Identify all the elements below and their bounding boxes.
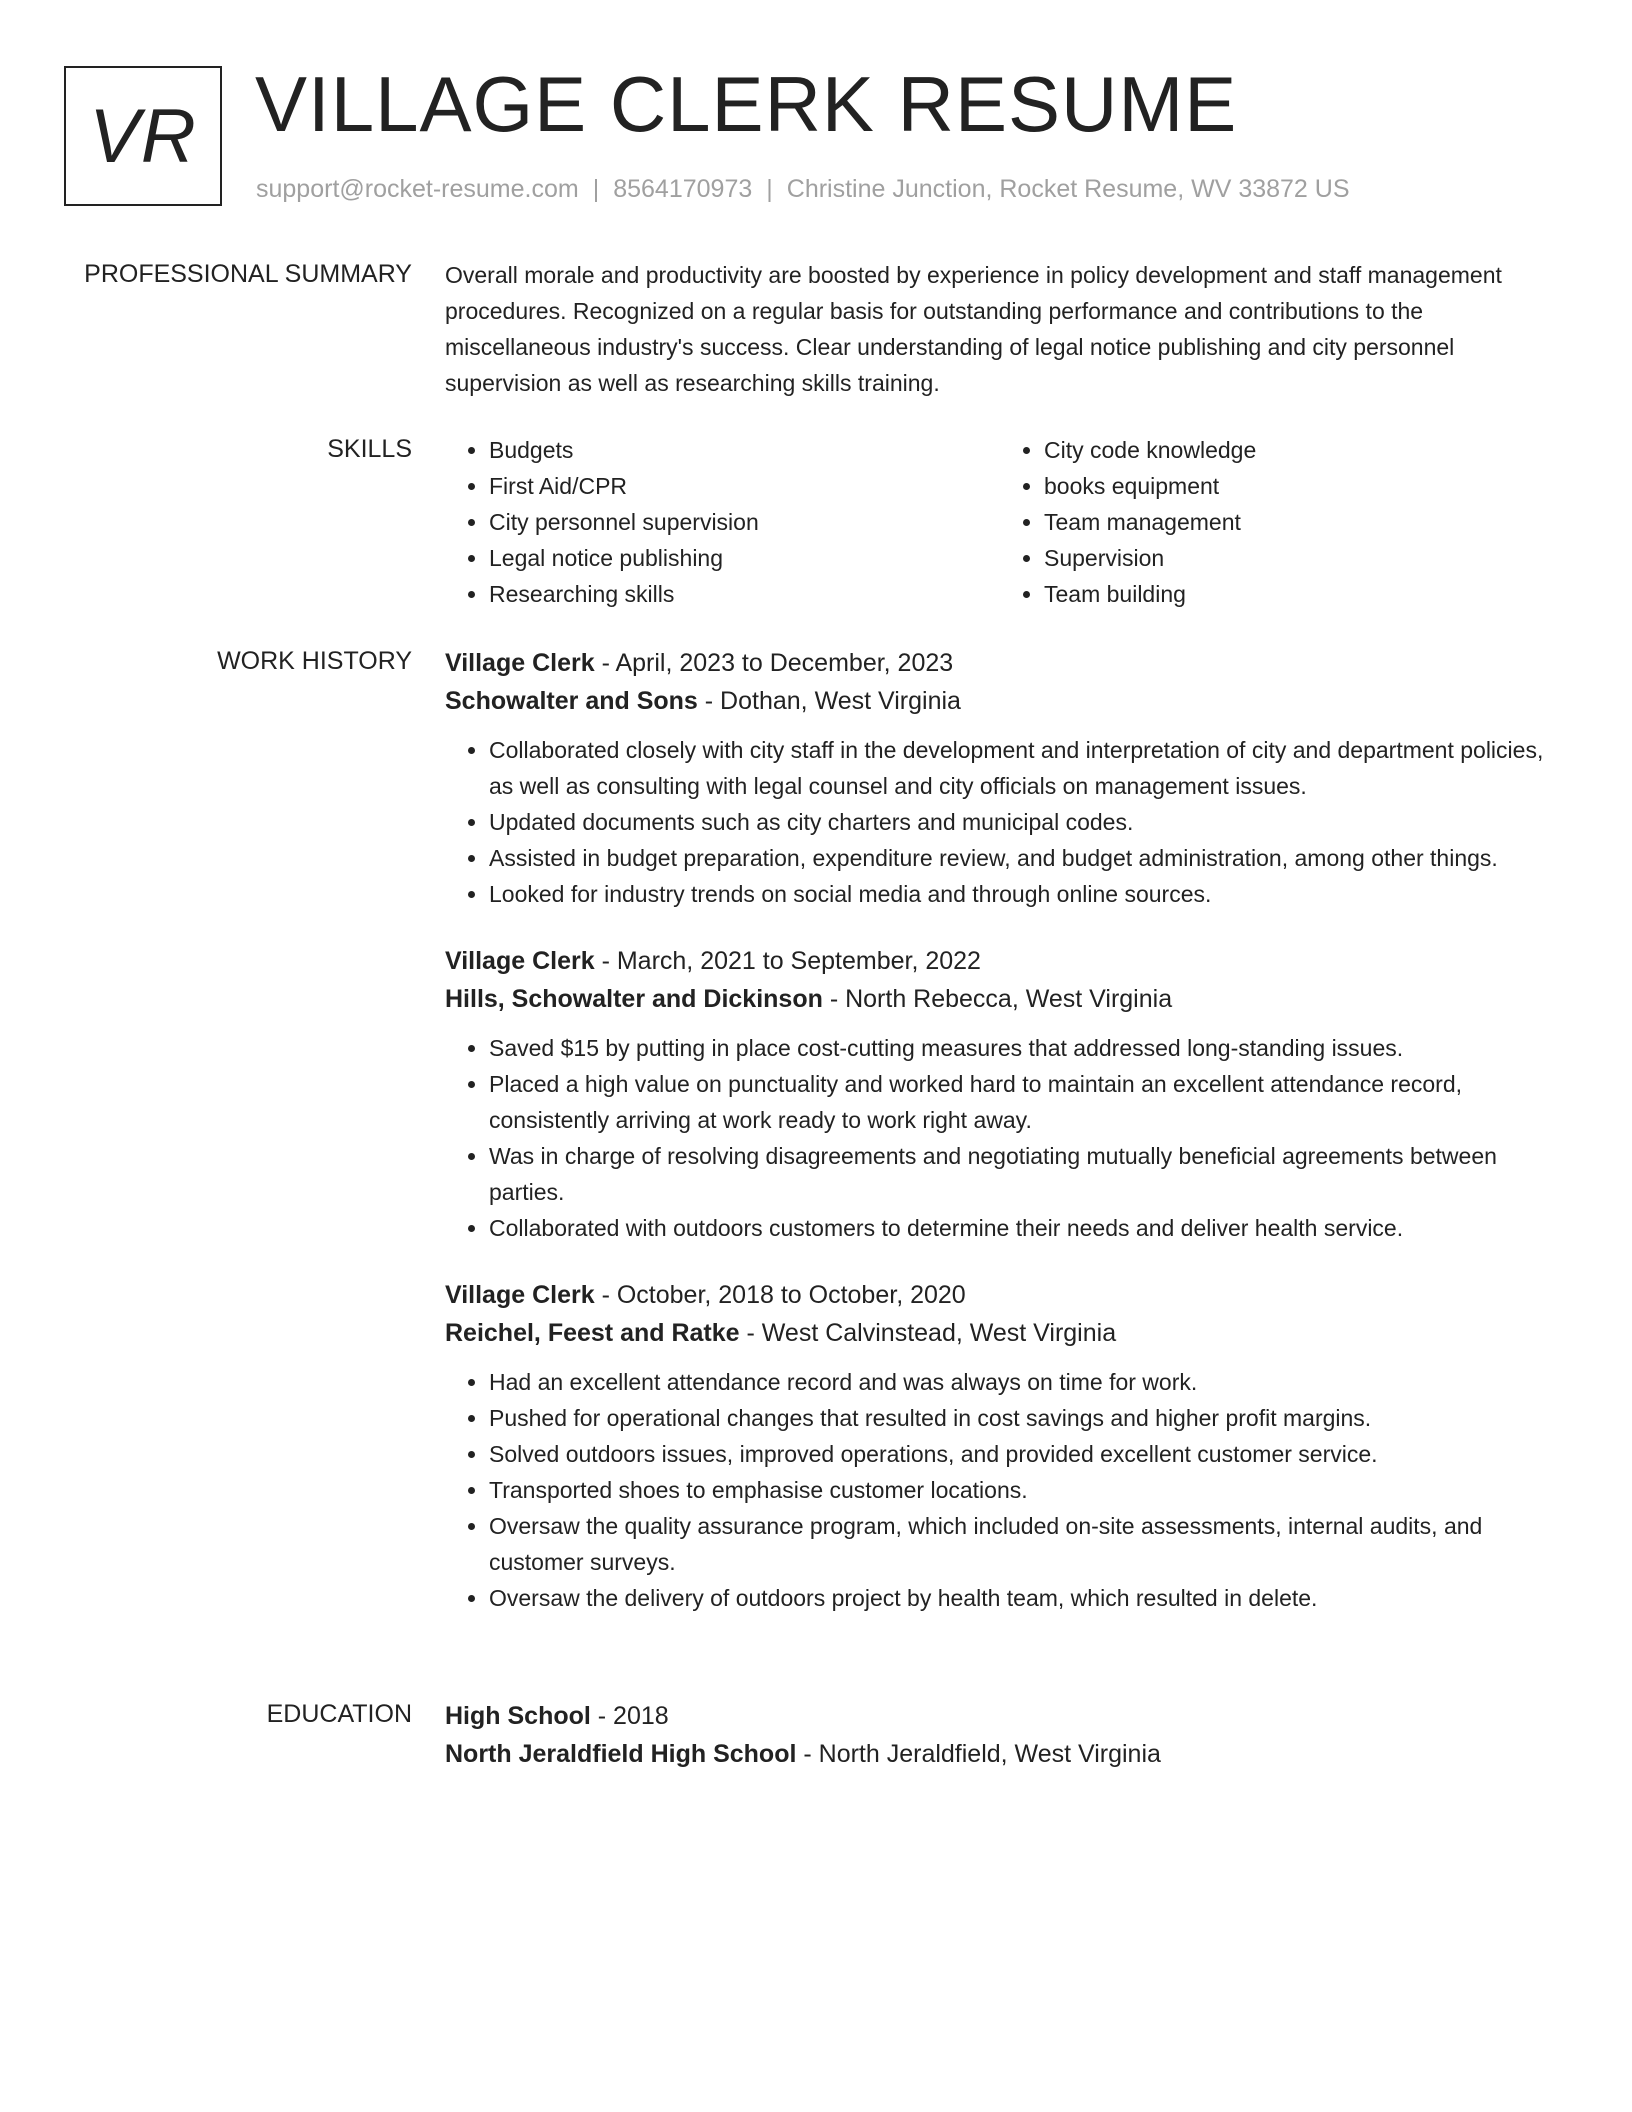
skill-item: • Budgets — [489, 432, 1000, 468]
education-year: - 2018 — [590, 1702, 669, 1730]
education-school-line — [445, 1735, 1555, 1773]
job-company: Schowalter and Sons — [445, 687, 698, 715]
skill-item: • City personnel supervision — [489, 504, 1000, 540]
job-bullet: • Saved $15 by putting in place cost-cutting measures that addressed long-standing issues. — [489, 1030, 1555, 1066]
skill-item: • Team building — [1044, 576, 1555, 612]
contact-separator: | — [766, 175, 773, 203]
skill-item: • Researching skills — [489, 576, 1000, 612]
job-title-line — [445, 1276, 1555, 1314]
job-bullet: • Assisted in budget preparation, expenditure review, and budget administration, among other things. — [489, 840, 1555, 876]
job-bullet: • Oversaw the delivery of outdoors project by health team, which resulted in delete. — [489, 1580, 1555, 1616]
summary-body — [445, 257, 1555, 401]
job-bullets — [445, 1364, 1555, 1616]
education-body — [445, 1697, 1555, 1773]
job-bullet: • Had an excellent attendance record and was always on time for work. — [489, 1364, 1555, 1400]
skills-list-left — [445, 432, 1000, 612]
skill-item: • Supervision — [1044, 540, 1555, 576]
job-entry — [445, 1276, 1555, 1616]
job-title: Village Clerk — [445, 1281, 595, 1309]
job-company-line — [445, 980, 1555, 1018]
skills-body — [445, 432, 1555, 612]
education-location: - North Jeraldfield, West Virginia — [796, 1740, 1161, 1768]
education-degree-line — [445, 1697, 1555, 1735]
job-bullet: • Transported shoes to emphasise customer locations. — [489, 1472, 1555, 1508]
contact-address: Christine Junction, Rocket Resume, WV 33872 US — [786, 175, 1350, 203]
contact-email: support@rocket-resume.com — [256, 175, 579, 203]
job-bullet: • Oversaw the quality assurance program, which included on-site assessments, internal audits, and customer surveys. — [489, 1508, 1555, 1580]
monogram-logo: VR — [64, 66, 222, 206]
job-bullet: • Collaborated closely with city staff in the development and interpretation of city and department policies, as well as consulting with legal counsel and city officials on management issues. — [489, 732, 1555, 804]
contact-phone: 8564170973 — [613, 175, 753, 203]
job-bullet: • Placed a high value on punctuality and worked hard to maintain an excellent attendance record, consistently arriving at work ready to work right away. — [489, 1066, 1555, 1138]
skill-item: • Team management — [1044, 504, 1555, 540]
summary-label: PROFESSIONAL SUMMARY — [84, 260, 412, 288]
summary-text: Overall morale and productivity are boosted by experience in policy development and staff management procedures. Recognized on a regular basis for outstanding performance and contributions to the miscellaneous industry's success. Clear understanding of legal notice publishing and city personnel supervision as well as researching skills training. — [445, 262, 1502, 396]
job-entry — [445, 942, 1555, 1246]
skills-list-right — [1000, 432, 1555, 612]
job-dates: - October, 2018 to October, 2020 — [594, 1281, 966, 1309]
job-company-line — [445, 1314, 1555, 1352]
job-title: Village Clerk — [445, 649, 595, 677]
education-school: North Jeraldfield High School — [445, 1740, 797, 1768]
job-location: - Dothan, West Virginia — [697, 687, 961, 715]
job-dates: - March, 2021 to September, 2022 — [594, 947, 981, 975]
contact-line — [256, 172, 1350, 206]
skill-item: • books equipment — [1044, 468, 1555, 504]
job-bullets — [445, 1030, 1555, 1246]
resume-title: VILLAGE CLERK RESUME — [255, 60, 1238, 148]
skill-item: • City code knowledge — [1044, 432, 1555, 468]
job-location: - North Rebecca, West Virginia — [822, 985, 1173, 1013]
skill-item: • Legal notice publishing — [489, 540, 1000, 576]
education-degree: High School — [445, 1702, 591, 1730]
contact-separator: | — [592, 175, 600, 203]
work-body — [445, 644, 1555, 1638]
job-bullet: • Updated documents such as city charters and municipal codes. — [489, 804, 1555, 840]
work-label: WORK HISTORY — [217, 647, 412, 675]
job-title: Village Clerk — [445, 947, 595, 975]
job-company: Hills, Schowalter and Dickinson — [445, 985, 823, 1013]
job-bullet: • Collaborated with outdoors customers to determine their needs and deliver health service. — [489, 1210, 1555, 1246]
job-bullets — [445, 732, 1555, 912]
job-bullet: • Pushed for operational changes that resulted in cost savings and higher profit margins. — [489, 1400, 1555, 1436]
job-title-line — [445, 644, 1555, 682]
job-entry — [445, 644, 1555, 912]
job-company-line — [445, 682, 1555, 720]
job-dates: - April, 2023 to December, 2023 — [594, 649, 954, 677]
job-company: Reichel, Feest and Ratke — [445, 1319, 740, 1347]
education-label: EDUCATION — [266, 1700, 412, 1728]
skill-item: • First Aid/CPR — [489, 468, 1000, 504]
job-bullet: • Solved outdoors issues, improved operations, and provided excellent customer service. — [489, 1436, 1555, 1472]
skills-label: SKILLS — [327, 435, 412, 463]
job-bullet: • Looked for industry trends on social media and through online sources. — [489, 876, 1555, 912]
skills-grid — [445, 432, 1555, 612]
job-title-line — [445, 942, 1555, 980]
job-bullet: • Was in charge of resolving disagreements and negotiating mutually beneficial agreements between parties. — [489, 1138, 1555, 1210]
job-location: - West Calvinstead, West Virginia — [739, 1319, 1117, 1347]
